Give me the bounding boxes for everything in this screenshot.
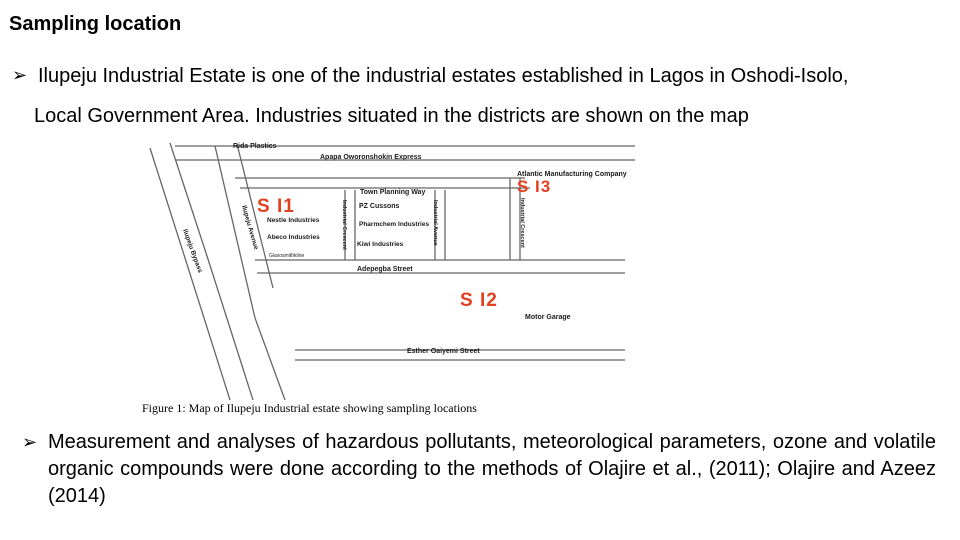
map-label-vertical-street-1: Industrial Crescent (341, 200, 347, 250)
site-si1-label: S I1 (257, 196, 295, 217)
bullet-1-line-2: Local Government Area. Industries situated in the districts are shown on the map (34, 105, 749, 127)
bullet-2-text: Measurement and analyses of hazardous pollutants, meteorological parameters, ozone and volatile organic compounds were done according to the methods of Olajire et al., (2011); Olajire and Azeez (2014) (48, 431, 936, 507)
map-label-atlantic: Atlantic Manufacturing Company (517, 171, 627, 178)
arrow-bullet-icon: ➢ (22, 432, 38, 453)
map-label-motor-garage: Motor Garage (525, 314, 571, 321)
map-label-apapa-express: Apapa Oworonshokin Express (320, 154, 422, 161)
map-label-town-planning: Town Planning Way (360, 189, 426, 196)
bullet-1-line-1: Ilupeju Industrial Estate is one of the industrial estates established in Lagos in Oshodi-Isolo, (38, 65, 849, 87)
site-si2-label: S I2 (460, 290, 498, 311)
map-label-kiwi: Kiwi Industries (357, 241, 404, 248)
map-label-ilupeju-bypass: Ilupeju Bypass (181, 228, 204, 274)
map-label-nestle: Nestle Industries (267, 217, 320, 224)
map-label-pz-cussons: PZ Cussons (359, 203, 400, 210)
map-label-vertical-street-3: Industrial Crescent (519, 198, 525, 248)
site-si3-label: S I3 (517, 177, 552, 196)
map-caption: Figure 1: Map of Ilupeju Industrial estate showing sampling locations (142, 401, 477, 415)
map-label-pharmchem: Pharmchem Industries (359, 221, 430, 228)
slide-title: Sampling location (9, 13, 182, 35)
bullet-1 (12, 62, 947, 136)
map-label-esther: Esther Oaiyemi Street (407, 348, 480, 355)
map-label-ilupeju-avenue: Ilupeju Avenue (240, 204, 260, 251)
map-figure (145, 138, 645, 400)
map-label-vertical-street-2: Industrial Avenue (432, 200, 438, 246)
map-label-adepegba: Adepegba Street (357, 266, 413, 273)
bullet-2 (22, 429, 936, 510)
map-label-glaxo: Glaxosmithkline (269, 253, 305, 259)
arrow-bullet-icon: ➢ (12, 65, 28, 86)
map-label-abeco: Abeco Industries (267, 234, 320, 241)
map-label-rida-plastics: Rida Plastics (233, 143, 277, 150)
